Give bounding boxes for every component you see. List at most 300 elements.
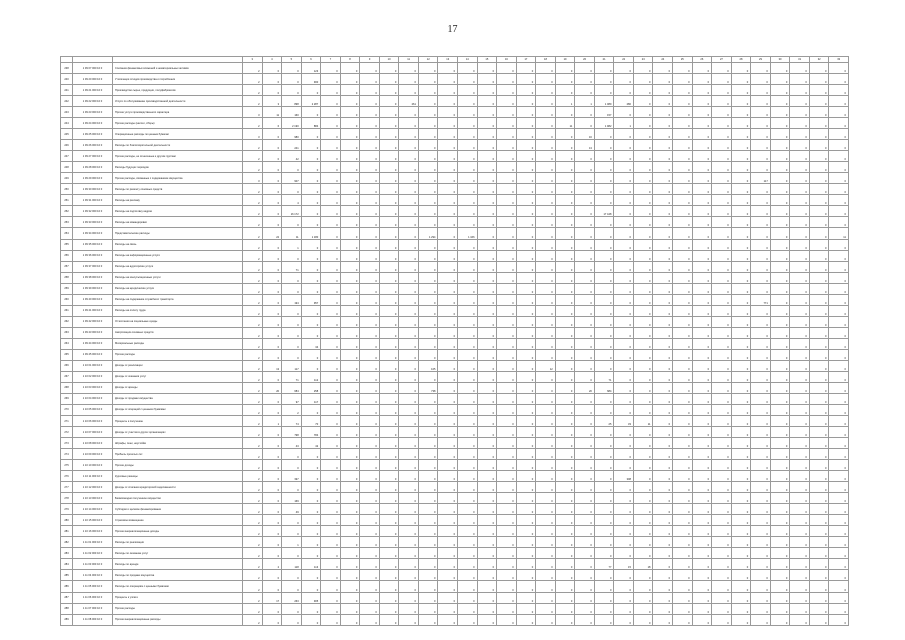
value-cell: 0 bbox=[829, 360, 849, 371]
value-cell: 0 bbox=[340, 140, 360, 151]
value-cell: 0 bbox=[321, 151, 341, 162]
value-cell: 0 bbox=[360, 471, 380, 482]
value-cell: 0 bbox=[418, 261, 438, 272]
value-cell: 0 bbox=[614, 107, 634, 118]
value-cell: 0 bbox=[438, 239, 458, 250]
value-cell: 0 bbox=[418, 151, 438, 162]
row-number-cell: 277 bbox=[61, 482, 73, 493]
value-cell: 0 bbox=[262, 316, 282, 327]
header-cell: 3 bbox=[243, 57, 263, 63]
value-cell: 0 bbox=[536, 338, 556, 349]
value-cell: 0 bbox=[399, 261, 419, 272]
account-code-cell: 1 09 07 000 10 0 bbox=[73, 63, 113, 74]
value-cell: 0 bbox=[497, 338, 517, 349]
value-cell: 0 bbox=[321, 404, 341, 415]
value-cell: 0 bbox=[673, 559, 693, 570]
header-cell: 26 bbox=[692, 57, 712, 63]
value-cell: 0 bbox=[458, 250, 478, 261]
value-cell: 0 bbox=[262, 537, 282, 548]
value-cell: 0 bbox=[418, 570, 438, 581]
value-cell: 0 bbox=[712, 614, 732, 625]
value-cell: 0 bbox=[516, 206, 536, 217]
value-cell: 0 bbox=[301, 471, 321, 482]
value-cell: 0 bbox=[555, 74, 575, 85]
value-cell: 0 bbox=[321, 74, 341, 85]
value-cell: 0 bbox=[516, 107, 536, 118]
value-cell: 0 bbox=[614, 206, 634, 217]
value-cell: 0 bbox=[731, 261, 751, 272]
value-cell: 0 bbox=[497, 217, 517, 228]
table-row bbox=[61, 239, 849, 250]
value-cell: 0 bbox=[575, 449, 595, 460]
value-cell: 0 bbox=[477, 449, 497, 460]
value-cell: 0 bbox=[809, 548, 829, 559]
account-code-cell: 1 09 23 000 10 0 bbox=[73, 107, 113, 118]
value-cell: 0 bbox=[477, 173, 497, 184]
value-cell: 0 bbox=[379, 250, 399, 261]
value-cell: 0 bbox=[438, 404, 458, 415]
table-row bbox=[61, 74, 849, 85]
value-cell: 0 bbox=[829, 195, 849, 206]
table-row bbox=[61, 482, 849, 493]
value-cell: 0 bbox=[555, 283, 575, 294]
value-cell: 2 bbox=[243, 327, 263, 338]
value-cell: 0 bbox=[614, 272, 634, 283]
value-cell: 0 bbox=[360, 129, 380, 140]
value-cell: 0 bbox=[614, 493, 634, 504]
account-code-cell: 1 09 29 000 10 0 bbox=[73, 173, 113, 184]
value-cell: 0 bbox=[379, 239, 399, 250]
value-cell: 957 bbox=[301, 294, 321, 305]
value-cell: 0 bbox=[770, 151, 790, 162]
value-cell: 0 bbox=[262, 283, 282, 294]
value-cell: 0 bbox=[399, 349, 419, 360]
row-number-cell: 243 bbox=[61, 107, 73, 118]
table-row bbox=[61, 96, 849, 107]
value-cell: 0 bbox=[555, 493, 575, 504]
value-cell: 0 bbox=[458, 294, 478, 305]
value-cell: 397 bbox=[282, 471, 302, 482]
row-number-cell: 279 bbox=[61, 504, 73, 515]
value-cell: 2 bbox=[243, 482, 263, 493]
value-cell: 0 bbox=[829, 239, 849, 250]
value-cell: 0 bbox=[536, 404, 556, 415]
value-cell: 0 bbox=[418, 217, 438, 228]
value-cell: 0 bbox=[594, 427, 614, 438]
value-cell: 0 bbox=[633, 294, 653, 305]
value-cell: 0 bbox=[536, 482, 556, 493]
value-cell: 0 bbox=[536, 427, 556, 438]
value-cell: 0 bbox=[809, 482, 829, 493]
value-cell: 0 bbox=[653, 239, 673, 250]
value-cell: 2 bbox=[243, 526, 263, 537]
value-cell: 0 bbox=[340, 206, 360, 217]
value-cell: 0 bbox=[399, 250, 419, 261]
value-cell: 0 bbox=[536, 206, 556, 217]
value-cell: 0 bbox=[653, 493, 673, 504]
value-cell: 0 bbox=[692, 305, 712, 316]
value-cell: 0 bbox=[751, 239, 771, 250]
header-cell: 16 bbox=[497, 57, 517, 63]
value-cell: 0 bbox=[575, 239, 595, 250]
value-cell: 0 bbox=[770, 250, 790, 261]
value-cell: 0 bbox=[497, 603, 517, 614]
value-cell: 0 bbox=[829, 272, 849, 283]
value-cell: 0 bbox=[673, 107, 693, 118]
value-cell: 0 bbox=[770, 493, 790, 504]
value-cell: 0 bbox=[829, 349, 849, 360]
value-cell: 0 bbox=[321, 272, 341, 283]
value-cell: 0 bbox=[790, 74, 810, 85]
value-cell: 0 bbox=[770, 162, 790, 173]
value-cell: 0 bbox=[321, 548, 341, 559]
value-cell: 0 bbox=[829, 283, 849, 294]
value-cell: 0 bbox=[790, 162, 810, 173]
value-cell: 0 bbox=[262, 162, 282, 173]
value-cell: 0 bbox=[262, 239, 282, 250]
value-cell: 0 bbox=[594, 184, 614, 195]
value-cell: 0 bbox=[673, 85, 693, 96]
value-cell: 0 bbox=[301, 151, 321, 162]
value-cell: 0 bbox=[321, 592, 341, 603]
row-number-cell: 284 bbox=[61, 559, 73, 570]
account-code-cell: 1 09 22 000 10 0 bbox=[73, 96, 113, 107]
value-cell: 0 bbox=[516, 570, 536, 581]
account-name-cell: Проценты к получению bbox=[113, 416, 243, 427]
value-cell: 0 bbox=[673, 460, 693, 471]
value-cell: 0 bbox=[497, 614, 517, 625]
value-cell: 261 bbox=[399, 96, 419, 107]
value-cell: 0 bbox=[399, 416, 419, 427]
value-cell: 0 bbox=[497, 118, 517, 129]
value-cell: 0 bbox=[301, 504, 321, 515]
value-cell: 0 bbox=[633, 129, 653, 140]
value-cell: 0 bbox=[340, 173, 360, 184]
row-number-cell: 255 bbox=[61, 239, 73, 250]
value-cell: 0 bbox=[673, 327, 693, 338]
value-cell: 0 bbox=[712, 272, 732, 283]
value-cell: 0 bbox=[438, 283, 458, 294]
value-cell: 0 bbox=[731, 592, 751, 603]
value-cell: 0 bbox=[516, 393, 536, 404]
account-code-cell: 1 09 27 000 10 0 bbox=[73, 151, 113, 162]
value-cell: 0 bbox=[673, 272, 693, 283]
value-cell: 0 bbox=[712, 570, 732, 581]
value-cell: 0 bbox=[477, 382, 497, 393]
account-code-cell: 1 09 41 000 10 0 bbox=[73, 305, 113, 316]
value-cell: 0 bbox=[751, 382, 771, 393]
value-cell: 0 bbox=[379, 526, 399, 537]
value-cell: 0 bbox=[673, 261, 693, 272]
value-cell: 0 bbox=[321, 184, 341, 195]
table-row bbox=[61, 294, 849, 305]
value-cell: 0 bbox=[809, 118, 829, 129]
value-cell: 0 bbox=[594, 261, 614, 272]
value-cell: 0 bbox=[301, 404, 321, 415]
value-cell: 11 bbox=[829, 228, 849, 239]
value-cell: 0 bbox=[809, 592, 829, 603]
value-cell: 0 bbox=[536, 537, 556, 548]
value-cell: 0 bbox=[633, 360, 653, 371]
value-cell: 0 bbox=[516, 151, 536, 162]
value-cell: 0 bbox=[497, 360, 517, 371]
value-cell: 0 bbox=[575, 85, 595, 96]
value-cell: 0 bbox=[751, 592, 771, 603]
value-cell: 0 bbox=[301, 173, 321, 184]
value-cell: 0 bbox=[340, 504, 360, 515]
value-cell: 0 bbox=[418, 294, 438, 305]
row-number-cell: 275 bbox=[61, 460, 73, 471]
value-cell: 0 bbox=[516, 360, 536, 371]
value-cell: 2 bbox=[243, 537, 263, 548]
value-cell: 2 bbox=[243, 404, 263, 415]
value-cell: 0 bbox=[555, 393, 575, 404]
value-cell: 0 bbox=[536, 173, 556, 184]
value-cell: 0 bbox=[692, 118, 712, 129]
value-cell: 0 bbox=[360, 504, 380, 515]
value-cell: 0 bbox=[360, 239, 380, 250]
value-cell: 0 bbox=[379, 548, 399, 559]
value-cell: 0 bbox=[301, 162, 321, 173]
value-cell: 0 bbox=[340, 360, 360, 371]
value-cell: 0 bbox=[829, 184, 849, 195]
value-cell: 0 bbox=[379, 162, 399, 173]
value-cell: 0 bbox=[575, 360, 595, 371]
value-cell: 0 bbox=[438, 162, 458, 173]
value-cell: 0 bbox=[516, 140, 536, 151]
value-cell: 0 bbox=[731, 338, 751, 349]
row-number-cell: 246 bbox=[61, 140, 73, 151]
value-cell: 0 bbox=[301, 217, 321, 228]
value-cell: 0 bbox=[829, 460, 849, 471]
value-cell: 0 bbox=[692, 482, 712, 493]
row-number-cell: 271 bbox=[61, 416, 73, 427]
value-cell: 0 bbox=[575, 526, 595, 537]
row-number-cell: 245 bbox=[61, 129, 73, 140]
value-cell: 263 bbox=[282, 592, 302, 603]
account-code-cell: 1 11 03 000 10 0 bbox=[73, 559, 113, 570]
value-cell: 0 bbox=[673, 416, 693, 427]
value-cell: 0 bbox=[712, 316, 732, 327]
row-number-cell: 286 bbox=[61, 581, 73, 592]
value-cell: 0 bbox=[653, 349, 673, 360]
value-cell: 0 bbox=[458, 438, 478, 449]
table-row bbox=[61, 349, 849, 360]
value-cell: 0 bbox=[536, 614, 556, 625]
value-cell: 11 bbox=[282, 228, 302, 239]
value-cell: 0 bbox=[497, 526, 517, 537]
value-cell: 2 bbox=[243, 504, 263, 515]
value-cell: 0 bbox=[360, 162, 380, 173]
value-cell: 0 bbox=[790, 96, 810, 107]
value-cell: 0 bbox=[829, 217, 849, 228]
header-cell: 30 bbox=[770, 57, 790, 63]
account-name-cell: Представительские расходы bbox=[113, 228, 243, 239]
value-cell: 0 bbox=[829, 592, 849, 603]
table-row bbox=[61, 438, 849, 449]
value-cell: 2 bbox=[243, 283, 263, 294]
value-cell: 0 bbox=[458, 173, 478, 184]
value-cell: 0 bbox=[379, 305, 399, 316]
value-cell: 0 bbox=[809, 327, 829, 338]
value-cell: 738 bbox=[418, 382, 438, 393]
value-cell: 0 bbox=[301, 526, 321, 537]
row-number-cell: 268 bbox=[61, 382, 73, 393]
value-cell: 0 bbox=[829, 294, 849, 305]
value-cell: 0 bbox=[555, 537, 575, 548]
value-cell: 0 bbox=[516, 327, 536, 338]
value-cell: 0 bbox=[712, 404, 732, 415]
value-cell: 0 bbox=[555, 416, 575, 427]
value-cell: 0 bbox=[418, 471, 438, 482]
value-cell: 0 bbox=[262, 603, 282, 614]
value-cell: 0 bbox=[594, 360, 614, 371]
value-cell: 0 bbox=[262, 427, 282, 438]
account-code-cell: 1 09 25 000 10 0 bbox=[73, 129, 113, 140]
value-cell: 0 bbox=[379, 449, 399, 460]
value-cell: 1 bbox=[282, 537, 302, 548]
value-cell: 0 bbox=[516, 195, 536, 206]
value-cell: 0 bbox=[555, 85, 575, 96]
value-cell: 0 bbox=[458, 393, 478, 404]
value-cell: 0 bbox=[731, 162, 751, 173]
value-cell: 0 bbox=[340, 151, 360, 162]
value-cell: 0 bbox=[692, 63, 712, 74]
value-cell: 0 bbox=[731, 515, 751, 526]
value-cell: 0 bbox=[673, 482, 693, 493]
value-cell: 12 bbox=[536, 360, 556, 371]
value-cell: 0 bbox=[262, 74, 282, 85]
value-cell: 0 bbox=[340, 526, 360, 537]
value-cell: 0 bbox=[458, 559, 478, 570]
value-cell: 0 bbox=[692, 449, 712, 460]
value-cell: 0 bbox=[673, 570, 693, 581]
value-cell: 0 bbox=[477, 570, 497, 581]
value-cell: 0 bbox=[594, 482, 614, 493]
value-cell: 2 bbox=[243, 74, 263, 85]
value-cell: 0 bbox=[790, 614, 810, 625]
value-cell: 3 bbox=[243, 107, 263, 118]
value-cell: 0 bbox=[575, 195, 595, 206]
value-cell: 0 bbox=[614, 614, 634, 625]
value-cell: 0 bbox=[633, 581, 653, 592]
value-cell: 0 bbox=[653, 460, 673, 471]
value-cell: 0 bbox=[379, 416, 399, 427]
value-cell: 0 bbox=[301, 239, 321, 250]
value-cell: 0 bbox=[692, 129, 712, 140]
table-row bbox=[61, 283, 849, 294]
value-cell: 0 bbox=[692, 316, 712, 327]
value-cell: 2 bbox=[243, 151, 263, 162]
value-cell: 0 bbox=[731, 559, 751, 570]
value-cell: 0 bbox=[575, 471, 595, 482]
row-number-cell: 240 bbox=[61, 74, 73, 85]
value-cell: 0 bbox=[555, 427, 575, 438]
header-cell: 5 bbox=[282, 57, 302, 63]
value-cell: 0 bbox=[262, 493, 282, 504]
value-cell: 0 bbox=[477, 206, 497, 217]
value-cell: 0 bbox=[516, 515, 536, 526]
value-cell: 0 bbox=[829, 559, 849, 570]
header-cell: 33 bbox=[829, 57, 849, 63]
account-name-cell: Доходы от оказания услуг bbox=[113, 371, 243, 382]
value-cell: 0 bbox=[418, 327, 438, 338]
value-cell: 0 bbox=[497, 283, 517, 294]
value-cell: 0 bbox=[497, 261, 517, 272]
account-name-cell: Расходы будущих периодов bbox=[113, 162, 243, 173]
value-cell: 0 bbox=[731, 173, 751, 184]
value-cell: 0 bbox=[633, 74, 653, 85]
value-cell: 0 bbox=[477, 107, 497, 118]
value-cell: 2 bbox=[243, 250, 263, 261]
value-cell: 0 bbox=[751, 96, 771, 107]
account-name-cell: Прочие доходы bbox=[113, 460, 243, 471]
value-cell: 0 bbox=[594, 316, 614, 327]
value-cell: 0 bbox=[418, 504, 438, 515]
value-cell: 0 bbox=[673, 427, 693, 438]
value-cell: 0 bbox=[438, 471, 458, 482]
value-cell: 0 bbox=[614, 228, 634, 239]
value-cell: 0 bbox=[301, 272, 321, 283]
value-cell: 0 bbox=[282, 614, 302, 625]
value-cell: 0 bbox=[673, 371, 693, 382]
value-cell: 0 bbox=[282, 603, 302, 614]
value-cell: 0 bbox=[360, 63, 380, 74]
value-cell: 0 bbox=[653, 107, 673, 118]
value-cell: 0 bbox=[829, 129, 849, 140]
row-number-cell: 238 bbox=[61, 63, 73, 74]
value-cell: 0 bbox=[379, 438, 399, 449]
row-number-cell: 253 bbox=[61, 217, 73, 228]
value-cell: 0 bbox=[321, 63, 341, 74]
value-cell: 0 bbox=[712, 493, 732, 504]
value-cell: 0 bbox=[770, 515, 790, 526]
value-cell: 0 bbox=[458, 129, 478, 140]
value-cell: 117 bbox=[301, 393, 321, 404]
account-code-cell: 1 09 39 000 10 0 bbox=[73, 283, 113, 294]
value-cell: 0 bbox=[418, 107, 438, 118]
value-cell: 0 bbox=[653, 393, 673, 404]
value-cell: 0 bbox=[497, 460, 517, 471]
value-cell: 0 bbox=[399, 85, 419, 96]
value-cell: 0 bbox=[516, 548, 536, 559]
value-cell: 0 bbox=[555, 217, 575, 228]
value-cell: 0 bbox=[438, 217, 458, 228]
value-cell: 0 bbox=[809, 360, 829, 371]
value-cell: 0 bbox=[516, 294, 536, 305]
value-cell: 0 bbox=[340, 548, 360, 559]
value-cell: 0 bbox=[575, 118, 595, 129]
value-cell: 0 bbox=[594, 603, 614, 614]
value-cell: 0 bbox=[497, 515, 517, 526]
account-name-cell: Расходы на информационные услуги bbox=[113, 250, 243, 261]
table-row bbox=[61, 581, 849, 592]
value-cell: 0 bbox=[575, 63, 595, 74]
table-row bbox=[61, 404, 849, 415]
value-cell: 0 bbox=[301, 482, 321, 493]
value-cell: 0 bbox=[360, 305, 380, 316]
value-cell: 0 bbox=[438, 316, 458, 327]
value-cell: 0 bbox=[301, 548, 321, 559]
value-cell: 0 bbox=[418, 603, 438, 614]
header-cell: 8 bbox=[340, 57, 360, 63]
value-cell: 0 bbox=[673, 438, 693, 449]
value-cell: 0 bbox=[614, 74, 634, 85]
value-cell: 0 bbox=[692, 107, 712, 118]
value-cell: 0 bbox=[262, 151, 282, 162]
value-cell: 0 bbox=[399, 272, 419, 283]
value-cell: 0 bbox=[379, 515, 399, 526]
